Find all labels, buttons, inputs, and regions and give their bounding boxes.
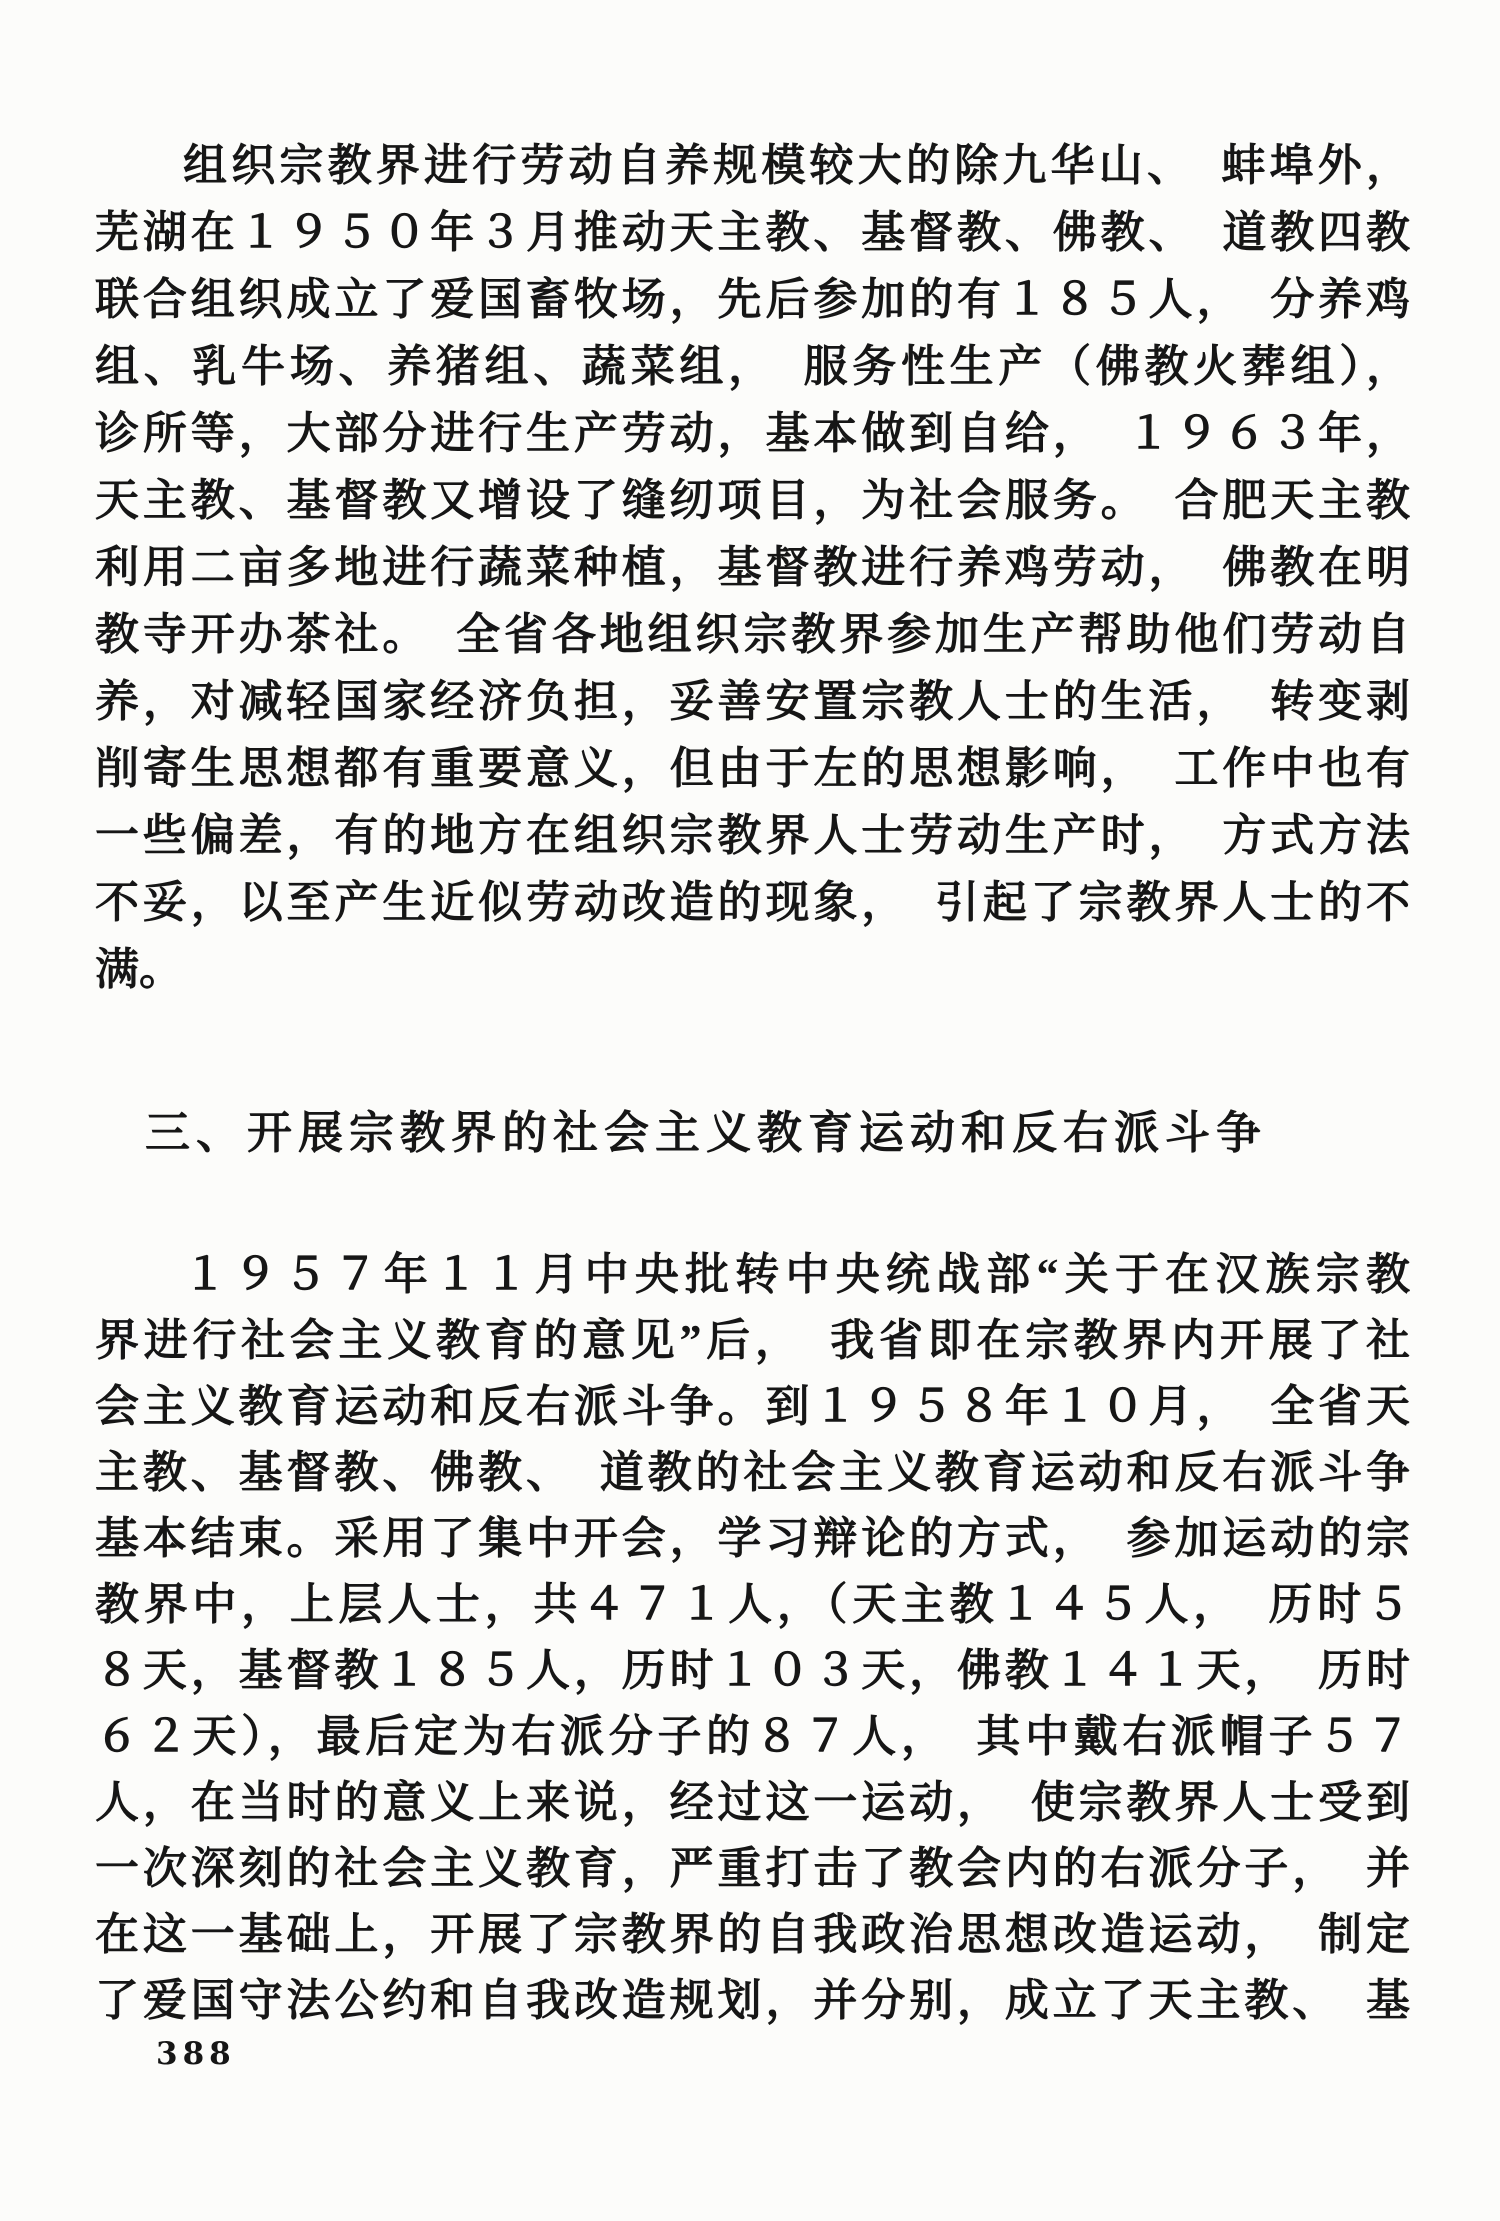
section-heading: 三、开展宗教界的社会主义教育运动和反右派斗争: [145, 1108, 1268, 1158]
text-line: 诊所等，大部分进行生产劳动，基本做到自给， １９６３年，: [95, 409, 1410, 458]
paragraph-2: [95, 1242, 1410, 2034]
text-line: 天主教、基督教又增设了缝纫项目，为社会服务。 合肥天主教: [95, 476, 1410, 525]
text-line: 了爱国守法公约和自我改造规划，并分别，成立了天主教、 基: [95, 1976, 1410, 2025]
text-line: １９５７年１１月中央批转中央统战部“关于在汉族宗教: [183, 1250, 1410, 1299]
text-line: 不妥，以至产生近似劳动改造的现象， 引起了宗教界人士的不: [95, 878, 1410, 927]
text-line: 会主义教育运动和反右派斗争。到１９５８年１０月， 全省天: [95, 1382, 1410, 1431]
page-number: 388: [156, 2036, 236, 2072]
text-line: 界进行社会主义教育的意见”后， 我省即在宗教界内开展了社: [95, 1316, 1410, 1365]
text-line: 利用二亩多地进行蔬菜种植，基督教进行养鸡劳动， 佛教在明: [95, 543, 1410, 592]
text-line: 在这一基础上，开展了宗教界的自我政治思想改造运动， 制定: [95, 1910, 1410, 1959]
text-line: 主教、基督教、佛教、 道教的社会主义教育运动和反右派斗争: [95, 1448, 1410, 1497]
text-line: 教界中，上层人士，共４７１人，（天主教１４５人， 历时５: [95, 1580, 1410, 1629]
text-line: 基本结束。采用了集中开会，学习辩论的方式， 参加运动的宗: [95, 1514, 1410, 1563]
text-line: 教寺开办茶社。 全省各地组织宗教界参加生产帮助他们劳动自: [95, 610, 1410, 659]
text-line: 养，对减轻国家经济负担，妥善安置宗教人士的生活， 转变剥: [95, 677, 1410, 726]
text-line: 芜湖在１９５０年３月推动天主教、基督教、佛教、 道教四教: [95, 208, 1410, 257]
text-line: 组织宗教界进行劳动自养规模较大的除九华山、 蚌埠外，: [183, 141, 1410, 190]
text-line: ６２天），最后定为右派分子的８７人， 其中戴右派帽子５７: [95, 1712, 1410, 1761]
text-line: 人，在当时的意义上来说，经过这一运动， 使宗教界人士受到: [95, 1778, 1410, 1827]
text-line: 满。: [95, 945, 183, 994]
text-line: 组、乳牛场、养猪组、蔬菜组， 服务性生产（佛教火葬组），: [95, 342, 1410, 391]
text-line: 削寄生思想都有重要意义，但由于左的思想影响， 工作中也有: [95, 744, 1410, 793]
text-line: 一次深刻的社会主义教育，严重打击了教会内的右派分子， 并: [95, 1844, 1410, 1893]
paragraph-1: [95, 132, 1410, 1003]
text-line: ８天，基督教１８５人，历时１０３天，佛教１４１天， 历时: [95, 1646, 1410, 1695]
text-line: 联合组织成立了爱国畜牧场，先后参加的有１８５人， 分养鸡: [95, 275, 1410, 324]
text-line: 一些偏差，有的地方在组织宗教界人士劳动生产时， 方式方法: [95, 811, 1410, 860]
